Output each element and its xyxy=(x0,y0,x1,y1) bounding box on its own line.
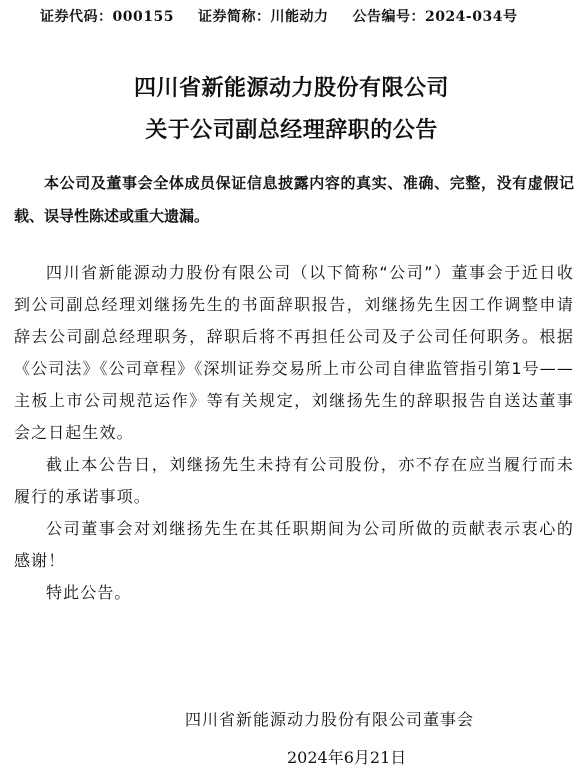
stock-name: 证券简称：川能动力 xyxy=(197,9,329,25)
disclaimer-notice: 本公司及董事会全体成员保证信息披露内容的真实、准确、完整，没有虚假记载、误导性陈述或重大遗漏。 xyxy=(14,174,574,225)
announcement-number: 公告编号：2024-034号 xyxy=(352,9,518,25)
paragraph-resignation: 四川省新能源动力股份有限公司（以下简称“公司”）董事会于近日收到公司副总经理刘继扬先生的书面辞职报告，刘继扬先生因工作调整申请辞去公司副总经理职务，辞职后将不再担任公司及子公司任何职务。根据《公司法》《公司章程》《深圳证券交易所上市公司自律监管指引第1号——主板上市公司规范运作》等有关规定，刘继扬先生的辞职报告自送达董事会之日起生效。 xyxy=(14,263,574,442)
announcement-body xyxy=(14,257,574,609)
signature: 四川省新能源动力股份有限公司董事会 xyxy=(185,710,475,729)
document-header xyxy=(40,6,517,26)
announcement-title: 关于公司副总经理辞职的公告 xyxy=(145,117,438,143)
paragraph-shareholding: 截止本公告日，刘继扬先生未持有公司股份，亦不存在应当履行而未履行的承诺事项。 xyxy=(14,455,574,506)
announcement-date: 2024年6月21日 xyxy=(287,748,407,767)
company-title: 四川省新能源动力股份有限公司 xyxy=(133,75,449,101)
paragraph-thanks: 公司董事会对刘继扬先生在其任职期间为公司所做的贡献表示衷心的感谢！ xyxy=(14,519,574,570)
paragraph-closing: 特此公告。 xyxy=(46,583,132,602)
stock-code: 证券代码：000155 xyxy=(40,9,174,25)
